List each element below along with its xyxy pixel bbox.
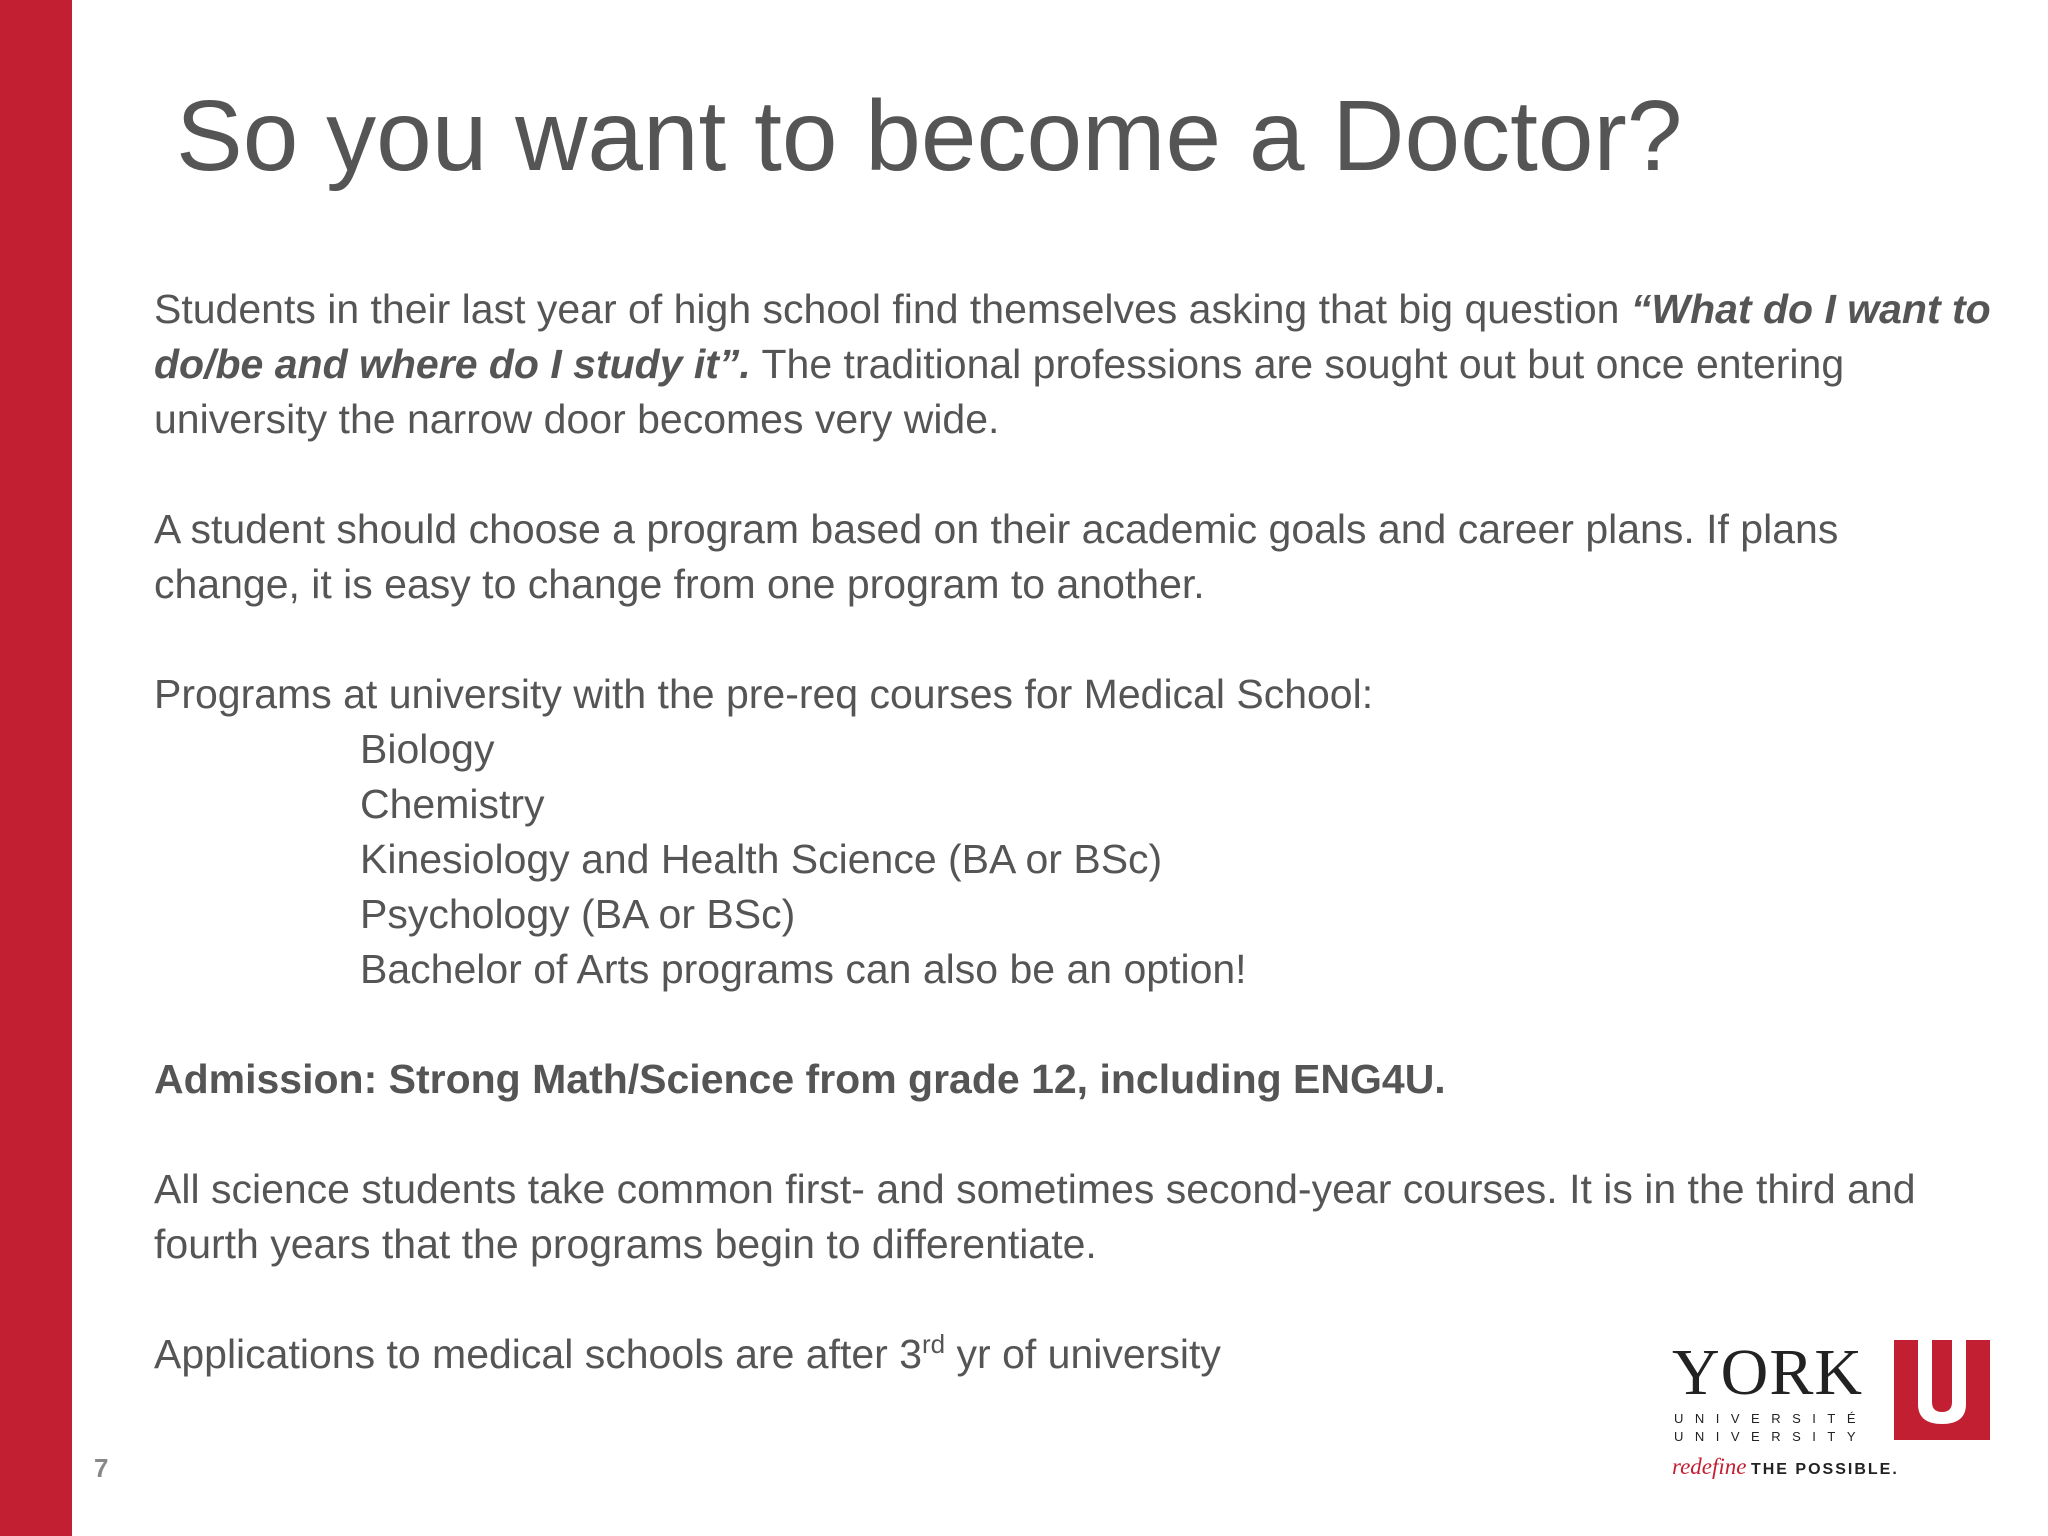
side-accent-bar xyxy=(0,0,72,1536)
admission-requirements: Admission: Strong Math/Science from grade 12, including ENG4U. xyxy=(154,1056,1446,1102)
program-choice-paragraph: A student should choose a program based on their academic goals and career plans. If plans change, it is easy to change from one program to another. xyxy=(154,506,1839,607)
logo-tagline xyxy=(1672,1456,1899,1481)
logo-wordmark: YORK xyxy=(1672,1336,1864,1409)
intro-paragraph xyxy=(154,282,1994,447)
intro-rest: The traditional professions are sought out but once entering university the narrow door becomes very wide. xyxy=(154,341,1845,442)
page-number: 7 xyxy=(94,1453,109,1483)
program-item-psychology: Psychology (BA or BSc) xyxy=(360,891,796,937)
york-u-emblem-icon xyxy=(1894,1340,1990,1440)
slide-body xyxy=(154,282,1994,1382)
common-courses-paragraph: All science students take common first- and sometimes second-year courses. It is in the third and fourth years that the programs begin to differentiate. xyxy=(154,1166,1916,1267)
program-item-biology: Biology xyxy=(360,726,495,772)
ordinal-suffix: rd xyxy=(922,1329,946,1359)
program-item-kinesiology: Kinesiology and Health Science (BA or BSc) xyxy=(360,836,1163,882)
program-item-chemistry: Chemistry xyxy=(360,781,545,827)
logo-line-english: UNIVERSITY xyxy=(1674,1429,1868,1444)
applications-before: Applications to medical schools are after 3 xyxy=(154,1331,923,1377)
logo-line-french: UNIVERSITÉ xyxy=(1674,1411,1868,1426)
programs-intro: Programs at university with the pre-req courses for Medical School: xyxy=(154,671,1374,717)
program-item-bachelor-of-arts: Bachelor of Arts programs can also be an option! xyxy=(360,946,1247,992)
tagline-the-possible: THE POSSIBLE. xyxy=(1750,1461,1899,1478)
applications-after: yr of university xyxy=(945,1331,1221,1377)
intro-question: “What do I want to do/be and where do I study it”. xyxy=(154,286,1991,387)
tagline-redefine: redefine xyxy=(1672,1454,1747,1479)
intro-lead: Students in their last year of high school find themselves asking that big question xyxy=(154,286,1631,332)
york-university-logo xyxy=(1672,1336,1990,1486)
program-list xyxy=(154,722,1994,997)
slide-title: So you want to become a Doctor? xyxy=(176,80,1683,192)
